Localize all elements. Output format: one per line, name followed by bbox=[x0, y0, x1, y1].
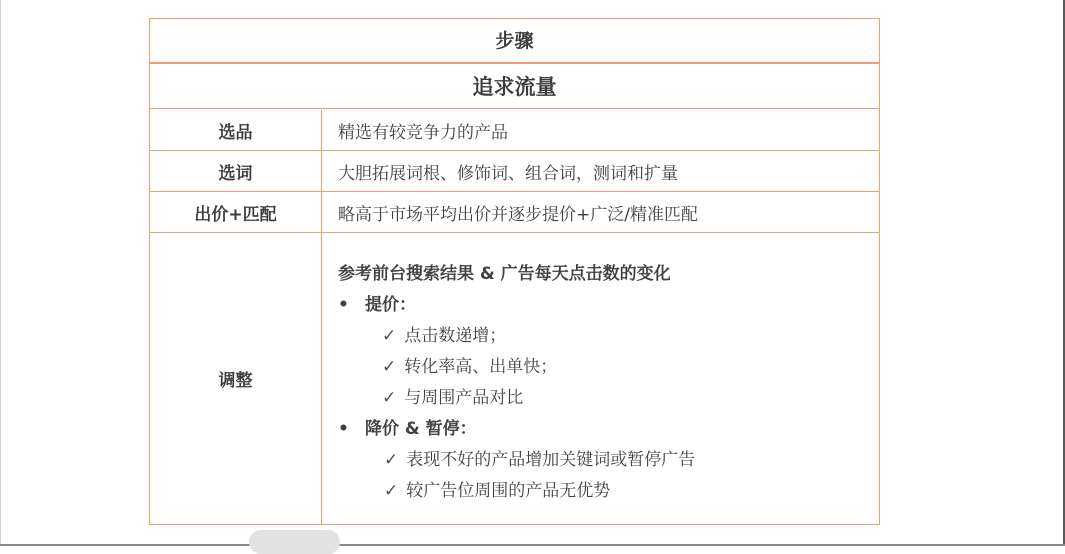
row-value: 略高于市场平均出价并逐步提价+广泛/精准匹配 bbox=[338, 204, 698, 225]
row-value: 精选有较竞争力的产品 bbox=[338, 122, 508, 143]
list-item bbox=[338, 352, 695, 383]
adjust-title: 参考前台搜索结果 & 广告每天点击数的变化 bbox=[338, 264, 671, 284]
table-row-select-product bbox=[150, 110, 879, 151]
list-item bbox=[338, 445, 695, 476]
adjust-section-lower-pause bbox=[338, 414, 695, 445]
table-row-adjust bbox=[150, 233, 879, 524]
row-label: 出价+匹配 bbox=[150, 192, 322, 232]
window-left-edge bbox=[0, 0, 1, 546]
checkmark-icon: ✓ bbox=[382, 326, 397, 346]
section-heading: 提价： bbox=[365, 295, 416, 315]
list-item-text: 点击数递增； bbox=[404, 326, 507, 346]
checkmark-icon: ✓ bbox=[384, 450, 399, 470]
checkmark-icon: ✓ bbox=[382, 357, 397, 377]
list-item bbox=[338, 321, 695, 352]
bullet-icon: • bbox=[338, 295, 349, 315]
adjust-content bbox=[338, 259, 695, 507]
list-item-text: 较广告位周围的产品无优势 bbox=[406, 481, 611, 501]
row-label: 选词 bbox=[150, 151, 322, 191]
checkmark-icon: ✓ bbox=[384, 481, 399, 501]
list-item bbox=[338, 476, 695, 507]
bullet-icon: • bbox=[338, 419, 349, 439]
strategy-table bbox=[149, 18, 880, 525]
list-item-text: 与周围产品对比 bbox=[404, 388, 524, 408]
table-row-select-keywords bbox=[150, 151, 879, 192]
table-header-goal: 追求流量 bbox=[150, 65, 879, 109]
list-item-text: 表现不好的产品增加关键词或暂停广告 bbox=[406, 450, 696, 470]
row-value: 大胆拓展词根、修饰词、组合词，测词和扩量 bbox=[338, 163, 678, 184]
adjust-section-raise-bid bbox=[338, 290, 695, 321]
checkmark-icon: ✓ bbox=[382, 388, 397, 408]
scroll-handle[interactable] bbox=[249, 530, 340, 554]
row-label: 调整 bbox=[150, 233, 322, 524]
table-row-bid-match bbox=[150, 192, 879, 233]
section-heading: 降价 & 暂停： bbox=[365, 419, 477, 439]
list-item-text: 转化率高、出单快； bbox=[404, 357, 558, 377]
row-label: 选品 bbox=[150, 110, 322, 150]
table-header-step: 步骤 bbox=[150, 19, 879, 64]
list-item bbox=[338, 383, 695, 414]
